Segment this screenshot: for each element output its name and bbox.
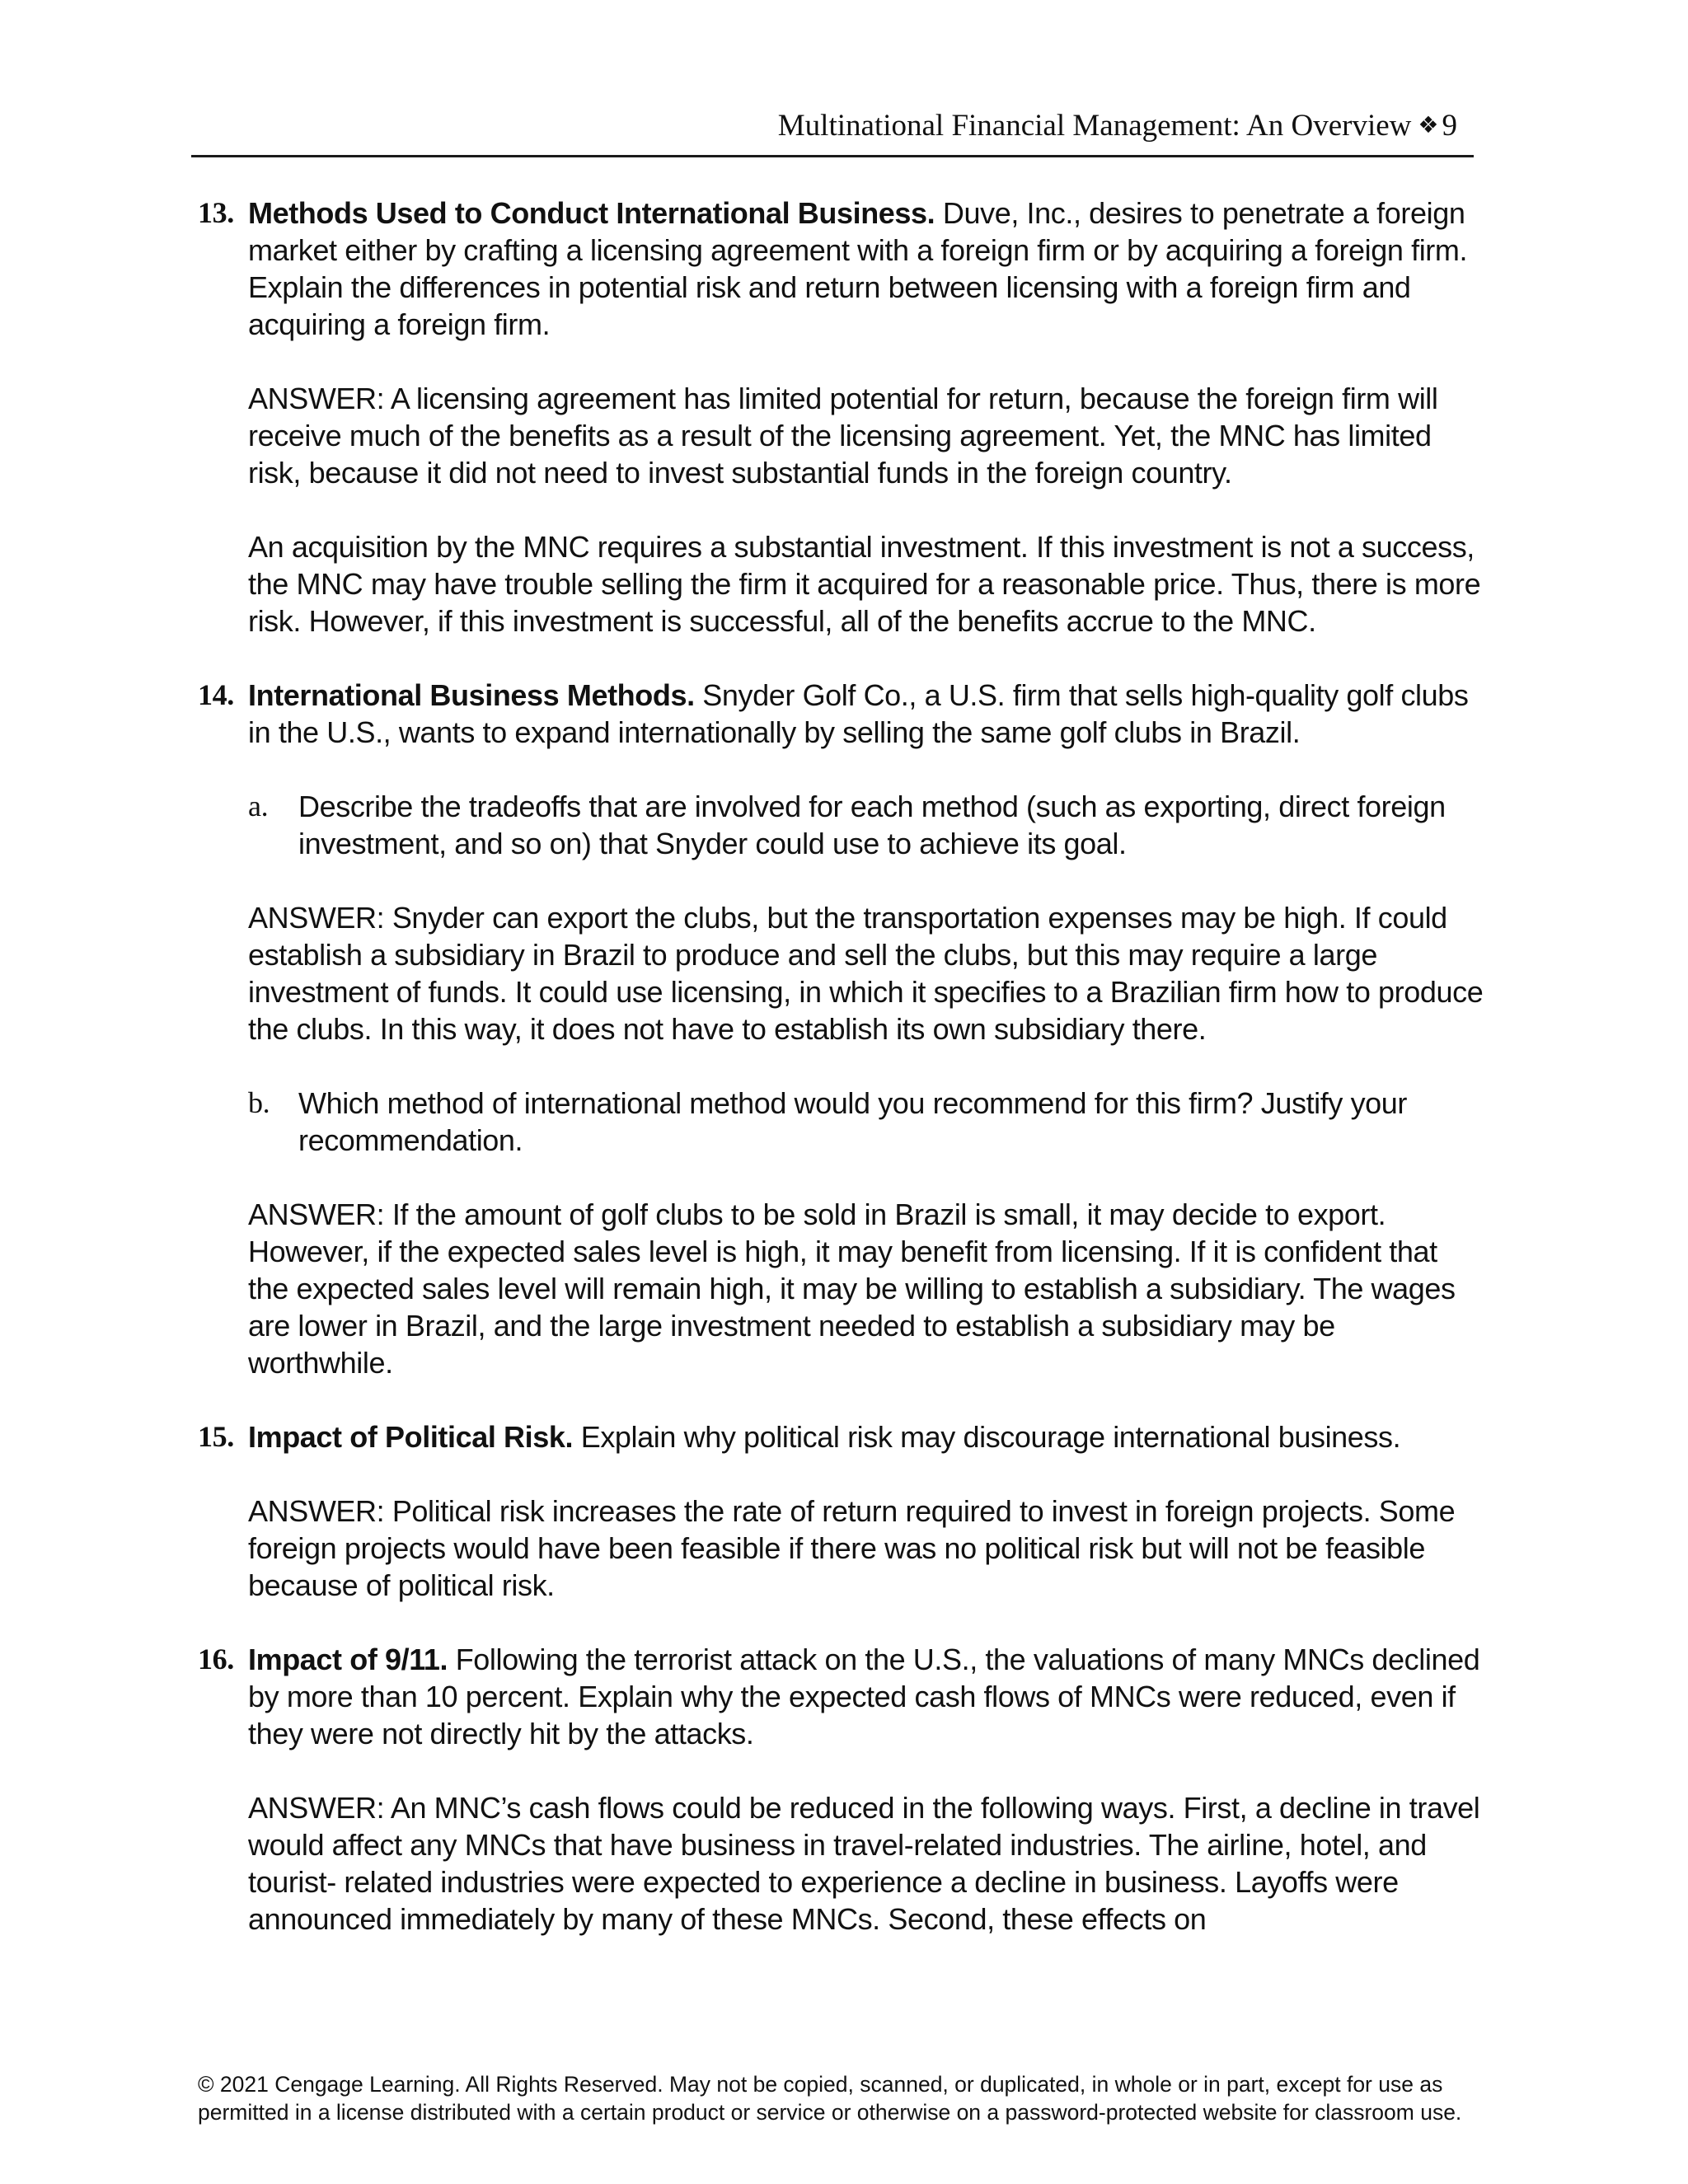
answer-paragraph: ANSWER: An MNC’s cash flows could be reduced in the following ways. First, a decline in travel would affect any MNCs that have business in travel-related industries. The airline, hotel, and tourist- related industries were expected to experience a decline in business. Layoffs were announced immediately by many of these MNCs. Second, these effects on (248, 1791, 1480, 1936)
answer-paragraph: An acquisition by the MNC requires a substantial investment. If this investment is not a success, the MNC may have trouble selling the firm it acquired for a reasonable price. Thus, there is more risk. However, if this investment is successful, all of the benefits accrue to the MNC. (248, 530, 1481, 638)
question-title: Impact of Political Risk. (248, 1420, 574, 1454)
question-text: Following the terrorist attack on the U.S., the valuations of many MNCs declined by more than 10 percent. Explain why the expected cash flows of MNCs were reduced, even if they were not directly hit by the attacks. (248, 1643, 1480, 1750)
question-prompt (248, 1418, 1484, 1455)
footer-line: © 2021 Cengage Learning. All Rights Reserved. May not be copied, scanned, or duplicated, in whole or in part, except for use as (198, 2072, 1443, 2097)
answer-paragraph: ANSWER: A licensing agreement has limited potential for return, because the foreign firm will receive much of the benefits as a result of the licensing agreement. Yet, the MNC has limited risk, because it did not need to invest substantial funds in the foreign country. (248, 382, 1438, 490)
question-number: 16. (198, 1643, 234, 1675)
question-number: 13. (198, 196, 234, 229)
question-title: Impact of 9/11. (248, 1643, 448, 1676)
subquestion-a (248, 788, 1484, 862)
question-16 (198, 1641, 1484, 1938)
question-number: 14. (198, 678, 234, 711)
diamond-ornament-icon: ❖ (1418, 111, 1439, 138)
copyright-footer (198, 2070, 1517, 2126)
question-text: Snyder Golf Co., a U.S. firm that sells high-quality golf clubs in the U.S., wants to expand internationally by selling the same golf clubs in Brazil. (248, 678, 1469, 749)
question-title: International Business Methods. (248, 678, 695, 712)
question-number: 15. (198, 1420, 234, 1453)
question-title: Methods Used to Conduct International Business. (248, 196, 935, 230)
subquestion-letter: a. (248, 790, 269, 823)
footer-line: permitted in a license distributed with a certain product or service or otherwise on a password-protected website for classroom use. (198, 2100, 1462, 2125)
question-text: Explain why political risk may discourage international business. (580, 1420, 1401, 1454)
question-prompt (248, 194, 1484, 343)
header-title: Multinational Financial Management: An Overview (777, 109, 1412, 143)
subquestion-text: Which method of international method would you recommend for this firm? Justify your recommendation. (298, 1086, 1408, 1157)
subquestion-b (248, 1085, 1484, 1159)
question-prompt (248, 677, 1484, 751)
question-13 (198, 194, 1484, 640)
answer-paragraph: ANSWER: Snyder can export the clubs, but the transportation expenses may be high. If could establish a subsidiary in Brazil to produce and sell the clubs, but this may require a large investment of funds. It could use licensing, in which it specifies to a Brazilian firm how to produce the clubs. In this way, it does not have to establish its own subsidiary there. (248, 901, 1484, 1046)
question-prompt (248, 1641, 1484, 1752)
running-header (191, 97, 1474, 157)
question-text: Duve, Inc., desires to penetrate a foreign market either by crafting a licensing agreement with a foreign firm or by acquiring a foreign firm. Explain the differences in potential risk and return between licensing with a foreign firm and acquiring a foreign firm. (248, 196, 1468, 341)
answer-paragraph: ANSWER: If the amount of golf clubs to be sold in Brazil is small, it may decide to export. However, if the expected sales level is high, it may benefit from licensing. If it is confident that the expected sales level will remain high, it may be willing to establish a subsidiary. The wages are lower in Brazil, and the large investment needed to establish a subsidiary may be worthwhile. (248, 1197, 1456, 1380)
answer-paragraph: ANSWER: Political risk increases the rate of return required to invest in foreign projects. Some foreign projects would have been feasible if there was no political risk but will not be feasible because of political risk. (248, 1494, 1456, 1602)
document-body (198, 194, 1484, 1938)
page-number: 9 (1442, 109, 1457, 143)
subquestion-letter: b. (248, 1086, 270, 1119)
question-15 (198, 1418, 1484, 1604)
subquestion-text: Describe the tradeoffs that are involved for each method (such as exporting, direct foreign investment, and so on) that Snyder could use to achieve its goal. (298, 790, 1446, 860)
question-14 (198, 677, 1484, 1381)
